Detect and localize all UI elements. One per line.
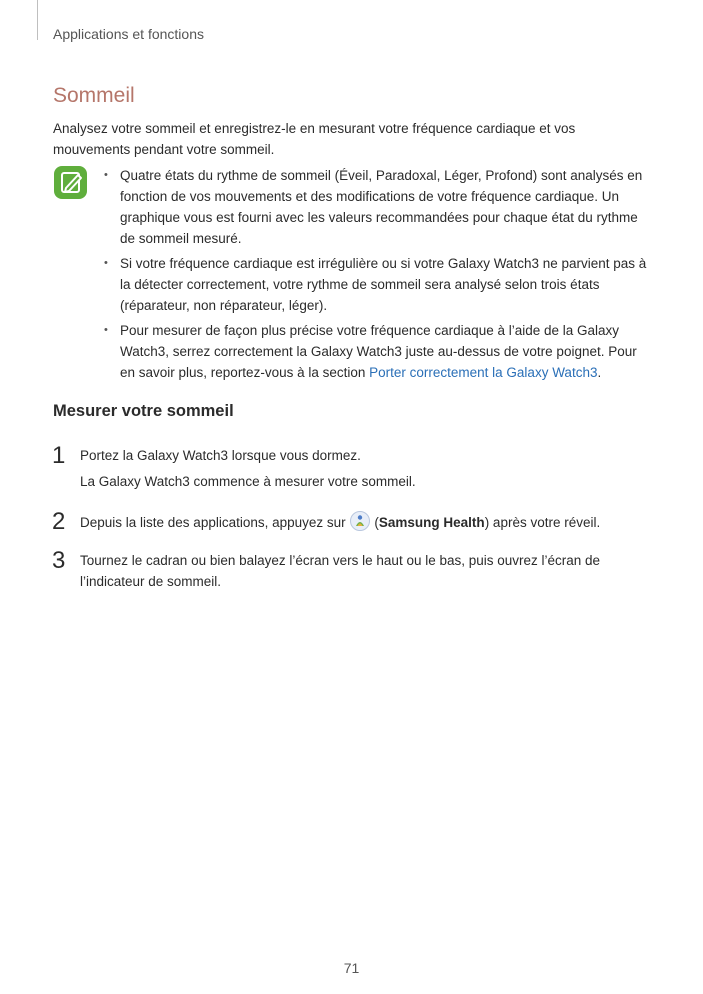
- paren-open: (: [374, 515, 379, 530]
- app-name: Samsung Health: [378, 515, 485, 530]
- note-item: [120, 320, 648, 383]
- step-text: Tournez le cadran ou bien balayez l’écran vers le haut ou le bas, puis ouvrez l’écran de l’indicateur de sommeil.: [80, 553, 601, 589]
- page-number: 71: [343, 960, 360, 976]
- breadcrumb: Applications et fonctions: [53, 26, 204, 42]
- margin-rule: [37, 0, 38, 40]
- step-text-after: ) après votre réveil.: [484, 515, 601, 530]
- porter-correctement-link[interactable]: Porter correctement la Galaxy Watch3: [369, 365, 598, 380]
- step-number: 2: [52, 508, 66, 535]
- samsung-health-icon: [350, 511, 370, 531]
- note-item: • Si votre fréquence cardiaque est irrégulière ou si votre Galaxy Watch3 ne parvient pas à la détecter correctement, votre rythme de sommeil sera analysé selon trois états (réparateur, non réparateur, léger).: [120, 253, 648, 316]
- subsection-title: Mesurer votre sommeil: [53, 402, 234, 420]
- section-intro: Analysez votre sommeil et enregistrez-le en mesurant votre fréquence cardiaque et vos mouvements pendant votre sommeil.: [53, 121, 576, 157]
- section-title: Sommeil: [53, 84, 135, 107]
- note-text: Pour mesurer de façon plus précise votre fréquence cardiaque à l’aide de la Galaxy Watch3, serrez correctement la Galaxy Watch3 juste au-dessus de votre poignet. Pour en savoir plus, reportez-vous à la section: [120, 323, 637, 380]
- step-text-before: Depuis la liste des applications, appuyez sur: [80, 515, 350, 530]
- step-text: [80, 511, 640, 533]
- note-pencil-icon: [54, 166, 87, 199]
- step-number: 3: [52, 547, 66, 574]
- step-text: Portez la Galaxy Watch3 lorsque vous dormez.: [80, 448, 361, 463]
- step-subtext: La Galaxy Watch3 commence à mesurer votre sommeil.: [80, 474, 416, 489]
- note-text-end: .: [597, 365, 602, 380]
- step-number: 1: [52, 442, 66, 469]
- note-list: [120, 165, 648, 387]
- note-item: • Quatre états du rythme de sommeil (Éveil, Paradoxal, Léger, Profond) sont analysés en fonction de vos mouvements et des modifications de votre fréquence cardiaque. Un graphique vous est fourni avec les valeurs recommandées pour chaque état du rythme de sommeil mesuré.: [120, 165, 648, 249]
